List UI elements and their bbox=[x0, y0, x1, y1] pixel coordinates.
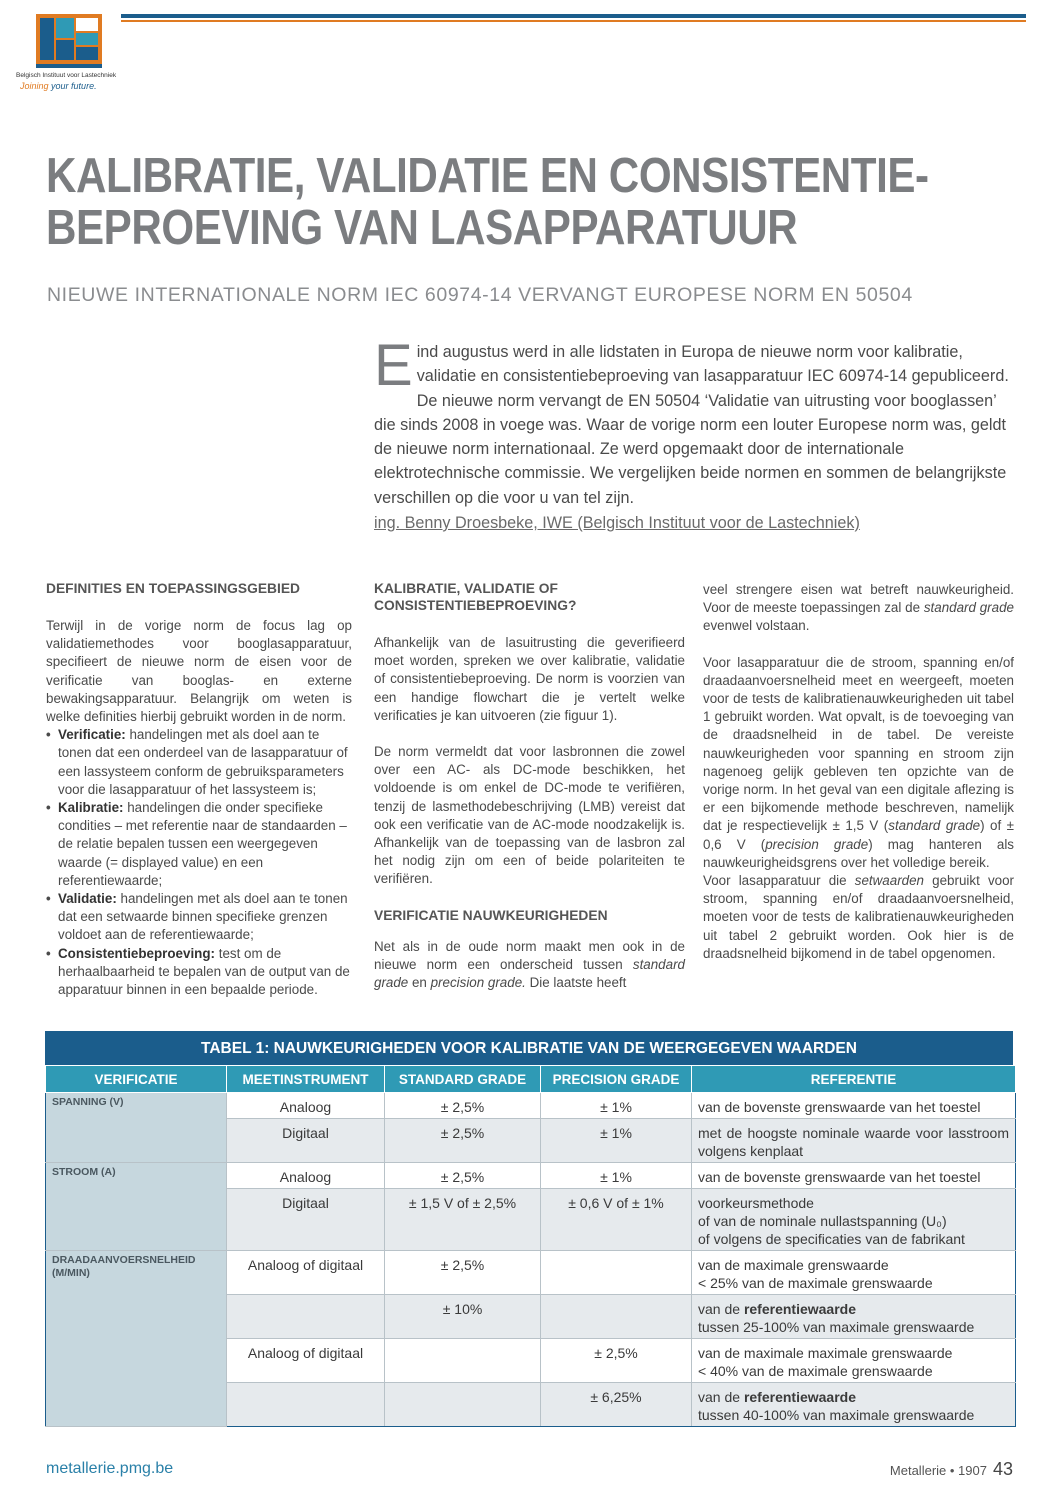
list-item: • Validatie: handelingen met als doel aan te tonen dat een setwaarde binnen specifieke grenzen voldoet aan de referentiewaarde; bbox=[46, 890, 352, 945]
list-item: • Kalibratie: handelingen die onder specifieke condities – met referentie naar de standaarden – de relatie bepalen tussen een weergegeven waarde (= displayed value) en een referentiewaarde; bbox=[46, 799, 352, 890]
cell-referentie: met de hoogste nominale waarde voor lasstroom volgens kenplaat bbox=[692, 1119, 1016, 1163]
cell-instrument bbox=[227, 1383, 385, 1427]
article-author: ing. Benny Droesbeke, IWE (Belgisch Instituut voor de Lastechniek) bbox=[374, 514, 860, 532]
cell-standard: ± 10% bbox=[385, 1295, 541, 1339]
cell-standard: ± 2,5% bbox=[385, 1163, 541, 1189]
intro-dropcap: E bbox=[374, 333, 413, 398]
cell-precision bbox=[541, 1251, 692, 1295]
cell-standard: ± 2,5% bbox=[385, 1119, 541, 1163]
header-rule-blue bbox=[121, 14, 1026, 18]
footer-issue-label: Metallerie • 1907 bbox=[889, 1463, 987, 1478]
cell-standard bbox=[385, 1339, 541, 1383]
footer-issue bbox=[890, 1459, 1013, 1480]
logo-tagline: Joining your future. bbox=[20, 81, 97, 91]
cell-referentie: voorkeursmethode of van de nominale nullastspanning (U₀) of volgens de specificaties van de fabrikant bbox=[692, 1189, 1016, 1251]
cell-precision bbox=[541, 1295, 692, 1339]
cell-instrument: Digitaal bbox=[227, 1189, 385, 1251]
section-heading-kalibratie: KALIBRATIE, VALIDATIE OF CONSISTENTIEBEPROEVING? bbox=[374, 581, 577, 613]
cell-standard: ± 2,5% bbox=[385, 1093, 541, 1119]
col2-paragraph-1: Afhankelijk van de lasuitrusting die geverifieerd moet worden, spreken we over kalibratie, validatie of consistentiebeproeving. De norm is voorzien van een handige flowchart die je vertelt welke verificaties je kan uitvoeren (zie figuur 1). bbox=[374, 635, 685, 723]
cell-standard bbox=[385, 1383, 541, 1427]
bil-logo-mark-icon bbox=[36, 14, 102, 68]
header-precision-grade: PRECISION GRADE bbox=[541, 1066, 692, 1093]
footer-website-link[interactable]: metallerie.pmg.be bbox=[46, 1460, 174, 1477]
table-row bbox=[46, 1163, 1016, 1189]
cell-instrument: Analoog bbox=[227, 1163, 385, 1189]
cell-precision: ± 1% bbox=[541, 1163, 692, 1189]
cell-standard: ± 1,5 V of ± 2,5% bbox=[385, 1189, 541, 1251]
col2-paragraph-2: De norm vermeldt dat voor lasbronnen die zowel over een AC- als DC-mode beschikken, het voldoende is om enkel de DC-mode te verifiëren, tenzij de lasmethodebeschrijving (LMB) vereist dat ook een verificatie van de AC-mode noodzakelijk is. Afhankelijk van de toepassing van de lasbron zal het nodig zijn om een of beide polariteiten te verifiëren. bbox=[374, 744, 685, 887]
cell-instrument: Analoog of digitaal bbox=[227, 1339, 385, 1383]
col1-paragraph: Terwijl in de vorige norm de focus lag op validatiemethodes voor booglasapparatuur, specifieert de nieuwe norm de eisen voor de verificatie van booglas- en externe bewakingsapparatuur. Belangrijk om weten is welke definities hierbij gebruikt worden in de norm. bbox=[46, 618, 352, 725]
page-number: 43 bbox=[992, 1459, 1013, 1479]
col3-paragraph-2: Voor lasapparatuur die de stroom, spanning en/of draadaanvoersnelheid meet en weergeeft, moeten voor de tests de kalibratienauwkeurigheden uit tabel 1 gebruikt worden. Wat opvalt, is de toevoeging van de draadsnelheid in de tabel. De vereiste nauwkeurigheden voor spanning en stroom zijn nagenoeg gelijk gebleven ten opzichte van de vorige norm. In het geval van een digitale aflezing is er een bijkomende methode beschreven, namelijk dat je respectievelijk ± 1,5 V (standard grade) of ± 0,6 V (precision grade) mag hanteren als nauwkeurigheidsgrens over het volledige bereik. bbox=[703, 654, 1015, 870]
col2-paragraph-3: Net als in de oude norm maakt men ook in de nieuwe norm een onderscheid tussen standard grade en precision grade. Die laatste heeft bbox=[374, 938, 685, 991]
cell-referentie: van de maximale maximale grenswaarde < 40% van de maximale grenswaarde bbox=[692, 1339, 1016, 1383]
cell-referentie: van de maximale grenswaarde < 25% van de maximale grenswaarde bbox=[692, 1251, 1016, 1295]
cell-precision: ± 6,25% bbox=[541, 1383, 692, 1427]
header-meetinstrument: MEETINSTRUMENT bbox=[227, 1066, 385, 1093]
accuracy-table bbox=[45, 1031, 1013, 1427]
table-row bbox=[46, 1251, 1016, 1295]
col3-paragraph-1: veel strengere eisen wat betreft nauwkeurigheid. Voor de meeste toepassingen zal de standard grade evenwel volstaan. bbox=[703, 582, 1014, 634]
header-standard-grade: STANDARD GRADE bbox=[385, 1066, 541, 1093]
table-title: TABEL 1: NAUWKEURIGHEDEN VOOR KALIBRATIE VAN DE WEERGEGEVEN WAARDEN bbox=[45, 1031, 1013, 1065]
cell-instrument: Analoog of digitaal bbox=[227, 1251, 385, 1295]
cell-precision: ± 0,6 V of ± 1% bbox=[541, 1189, 692, 1251]
cell-instrument: Analoog bbox=[227, 1093, 385, 1119]
cell-standard: ± 2,5% bbox=[385, 1251, 541, 1295]
cell-precision: ± 1% bbox=[541, 1119, 692, 1163]
section-heading-verificatie: VERIFICATIE NAUWKEURIGHEDEN bbox=[374, 907, 608, 923]
category-draadaanvoersnelheid: DRAADAANVOERSNELHEID (M/MIN) bbox=[46, 1251, 227, 1427]
cell-instrument bbox=[227, 1295, 385, 1339]
definition-list bbox=[46, 726, 352, 999]
column-3 bbox=[703, 581, 1014, 981]
article-intro: Eind augustus werd in alle lidstaten in Europa de nieuwe norm voor kalibratie, validatie en consistentiebeproeving van lasapparatuur IEC 60974-14 gepubliceerd. De nieuwe norm vervangt de EN 50504 ‘Validatie van uitrusting voor booglassen’ die sinds 2008 in voege was. Waar de vorige norm een louter Europese norm was, geldt de nieuwe norm internationaal. Ze werd opgemaakt door de internationale elektrotechnische commissie. We vergelijken beide normen en sommen de belangrijkste verschillen op die voor u van tel zijn. bbox=[374, 333, 1009, 507]
cell-referentie: van de bovenste grenswaarde van het toestel bbox=[692, 1163, 1016, 1189]
category-spanning: SPANNING (V) bbox=[46, 1093, 227, 1163]
table-row bbox=[46, 1093, 1016, 1119]
table-header-row bbox=[46, 1066, 1016, 1093]
list-item: • Verificatie: handelingen met als doel aan te tonen dat een onderdeel van de lasapparatuur of een lassysteem conform de gebruiksparameters voor die lasapparatuur of het lassysteem is; bbox=[46, 726, 352, 799]
list-item: • Consistentiebeproeving: test om de herhaalbaarheid te bepalen van de output van de apparatuur binnen in een bepaalde periode. bbox=[46, 945, 352, 1000]
cell-instrument: Digitaal bbox=[227, 1119, 385, 1163]
cell-referentie: van de bovenste grenswaarde van het toestel bbox=[692, 1093, 1016, 1119]
header-verificatie: VERIFICATIE bbox=[46, 1066, 227, 1093]
cell-referentie: van de referentiewaarde tussen 40-100% van maximale grenswaarde bbox=[692, 1383, 1016, 1427]
cell-precision: ± 2,5% bbox=[541, 1339, 692, 1383]
header-referentie: REFERENTIE bbox=[692, 1066, 1016, 1093]
logo-subtext: Belgisch Instituut voor Lastechniek bbox=[16, 72, 117, 79]
col3-paragraph-3: Voor lasapparatuur die setwaarden gebruikt voor stroom, spanning en/of draadaanvoersnelheid, moeten voor de tests de kalibratienauwkeurigheden uit tabel 2 gebruikt worden. Ook hier is de draadsnelheid bijkomend in de tabel opgenomen. bbox=[703, 873, 1014, 961]
cell-referentie: van de referentiewaarde tussen 25-100% van maximale grenswaarde bbox=[692, 1295, 1016, 1339]
column-1 bbox=[46, 580, 352, 999]
header-rule-orange bbox=[121, 20, 1026, 22]
table-grid bbox=[45, 1065, 1016, 1427]
section-heading-definities: DEFINITIES EN TOEPASSINGSGEBIED bbox=[46, 581, 301, 596]
column-2 bbox=[374, 580, 685, 1010]
bil-logo bbox=[16, 14, 116, 94]
article-title: KALIBRATIE, VALIDATIE EN CONSISTENTIE- BEPROEVING VAN LASAPPARATUUR bbox=[46, 149, 929, 255]
cell-precision: ± 1% bbox=[541, 1093, 692, 1119]
article-subtitle: NIEUWE INTERNATIONALE NORM IEC 60974-14 VERVANGT EUROPESE NORM EN 50504 bbox=[47, 284, 913, 306]
category-stroom: STROOM (A) bbox=[46, 1163, 227, 1251]
